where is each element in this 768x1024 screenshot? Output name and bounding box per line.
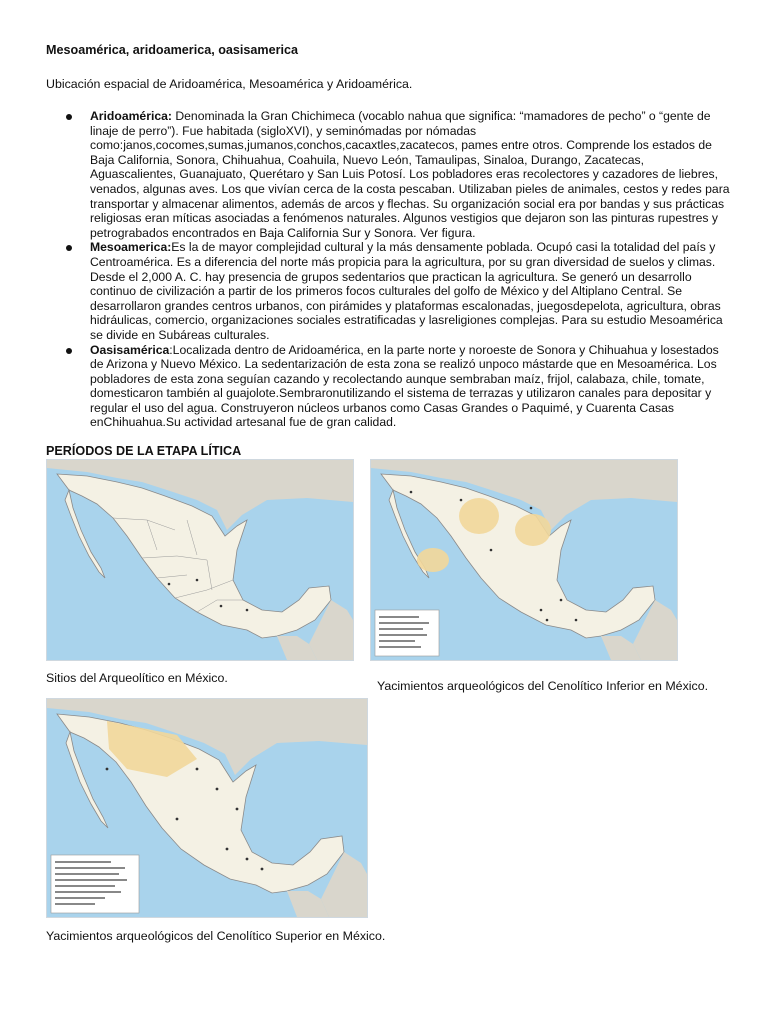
bullet-icon [66, 245, 72, 251]
map-cenolitico-inferior [370, 459, 678, 661]
region-bullet-list [66, 109, 730, 430]
bullet-term: Oasisamérica [90, 342, 170, 357]
bullet-text: Denominada la Gran Chichimeca (vocablo nahua que significa: “mamadores de pecho” o “gente de linaje de perro”). Fue habitada (sigloXVI), y seminómadas por nómadas como:janos,cocomes,sumas,jumanos,conchos,cacaxtles,zacatecos, pames entre otros. Comprende los estados de Baja California, Sonora, Chihuahua, Coahuila, Nuevo León, Tamaulipas, Sinaloa, Durango, Zacatecas, Aguascalientes, Guanajuato, Querétaro y San Luis Potosí. Los pobladores eras recolectores y cazadores de liebres, venados, algunas aves. Los que vivían cerca de la costa pescaban. Utilizaban pieles de animales, cestos y redes para transportar y almacenar alimentos, además de arcos y flechas. Su organización social era por bandas y sus prácticas religiosas eran míticas asociadas a fenómenos naturales. Algunos vestigios que dejaron son las pinturas rupestres y petrograbados encontrados en Baja California Sur y Sonora. Ver figura. [90, 109, 730, 240]
figure-caption: Yacimientos arqueológicos del Cenolítico Inferior en México. [377, 679, 709, 693]
map-cenolitico-superior [46, 698, 368, 918]
bullet-icon [66, 114, 72, 120]
bullet-icon [66, 348, 72, 354]
bullet-text: Es la de mayor complejidad cultural y la más densamente poblada. Ocupó casi la totalidad del país y Centroamérica. Es a diferencia del norte más propicia para la agricultura, por su gran diversidad de suelos y climas. Desde el 2,000 A. C. hay presencia de grupos sedentarios que practican la agricultura. Se generó un desarrollo continuo de civilización a partir de los primeros focos culturales del golfo de México y del Altiplano Central. Se desarrollaron grandes centros urbanos, con pirámides y plataformas escalonadas, juegosdepelota, agricultura, obras hidráulicas, comercio, organizaciones sociales estratificadas y lasreligiones complejas. Para su estudio Mesoamérica se divide en Subáreas culturales. [90, 240, 723, 342]
document-title: Mesoamérica, aridoamerica, oasisamerica [46, 43, 299, 57]
section-heading: PERÍODOS DE LA ETAPA LÍTICA [46, 444, 242, 458]
mexico-map-image [371, 460, 677, 660]
bullet-term: Aridoamérica: [90, 109, 172, 123]
list-item-aridoamerica [66, 109, 730, 240]
map-arqueolitico [46, 459, 354, 661]
mexico-map-image [47, 699, 367, 917]
mexico-map-image [47, 460, 353, 660]
figure-caption: Sitios del Arqueolítico en México. [46, 671, 228, 685]
figure-caption: Yacimientos arqueológicos del Cenolítico Superior en México. [46, 929, 386, 943]
list-item-mesoamerica [66, 240, 730, 342]
bullet-term: Mesoamerica: [90, 240, 172, 255]
list-item-oasisamerica [66, 343, 730, 431]
bullet-text: :Localizada dentro de Aridoamérica, en la parte norte y noroeste de Sonora y Chihuahua y losestados de Arizona y Nuevo México. La sedentarización de esta zona se realizó unpoco mástarde que en Mesoamérica. Los pobladores de esta zona seguían cazando y recolectando aunque sembraban maíz, frijol, calabaza, chile, tomate, domesticaron también al guajolote.Sembraronutilizando el sistema de terrazas y utilizaron canales para depositar y regular el uso del agua. Construyeron núcleos urbanos como Casas Grandes o Paquimé, y Cuarenta Casas enChihuahua.Su actividad artesanal fue de gran calidad. [90, 342, 719, 430]
document-subtitle: Ubicación espacial de Aridoamérica, Mesoamérica y Aridoamérica. [46, 77, 413, 91]
